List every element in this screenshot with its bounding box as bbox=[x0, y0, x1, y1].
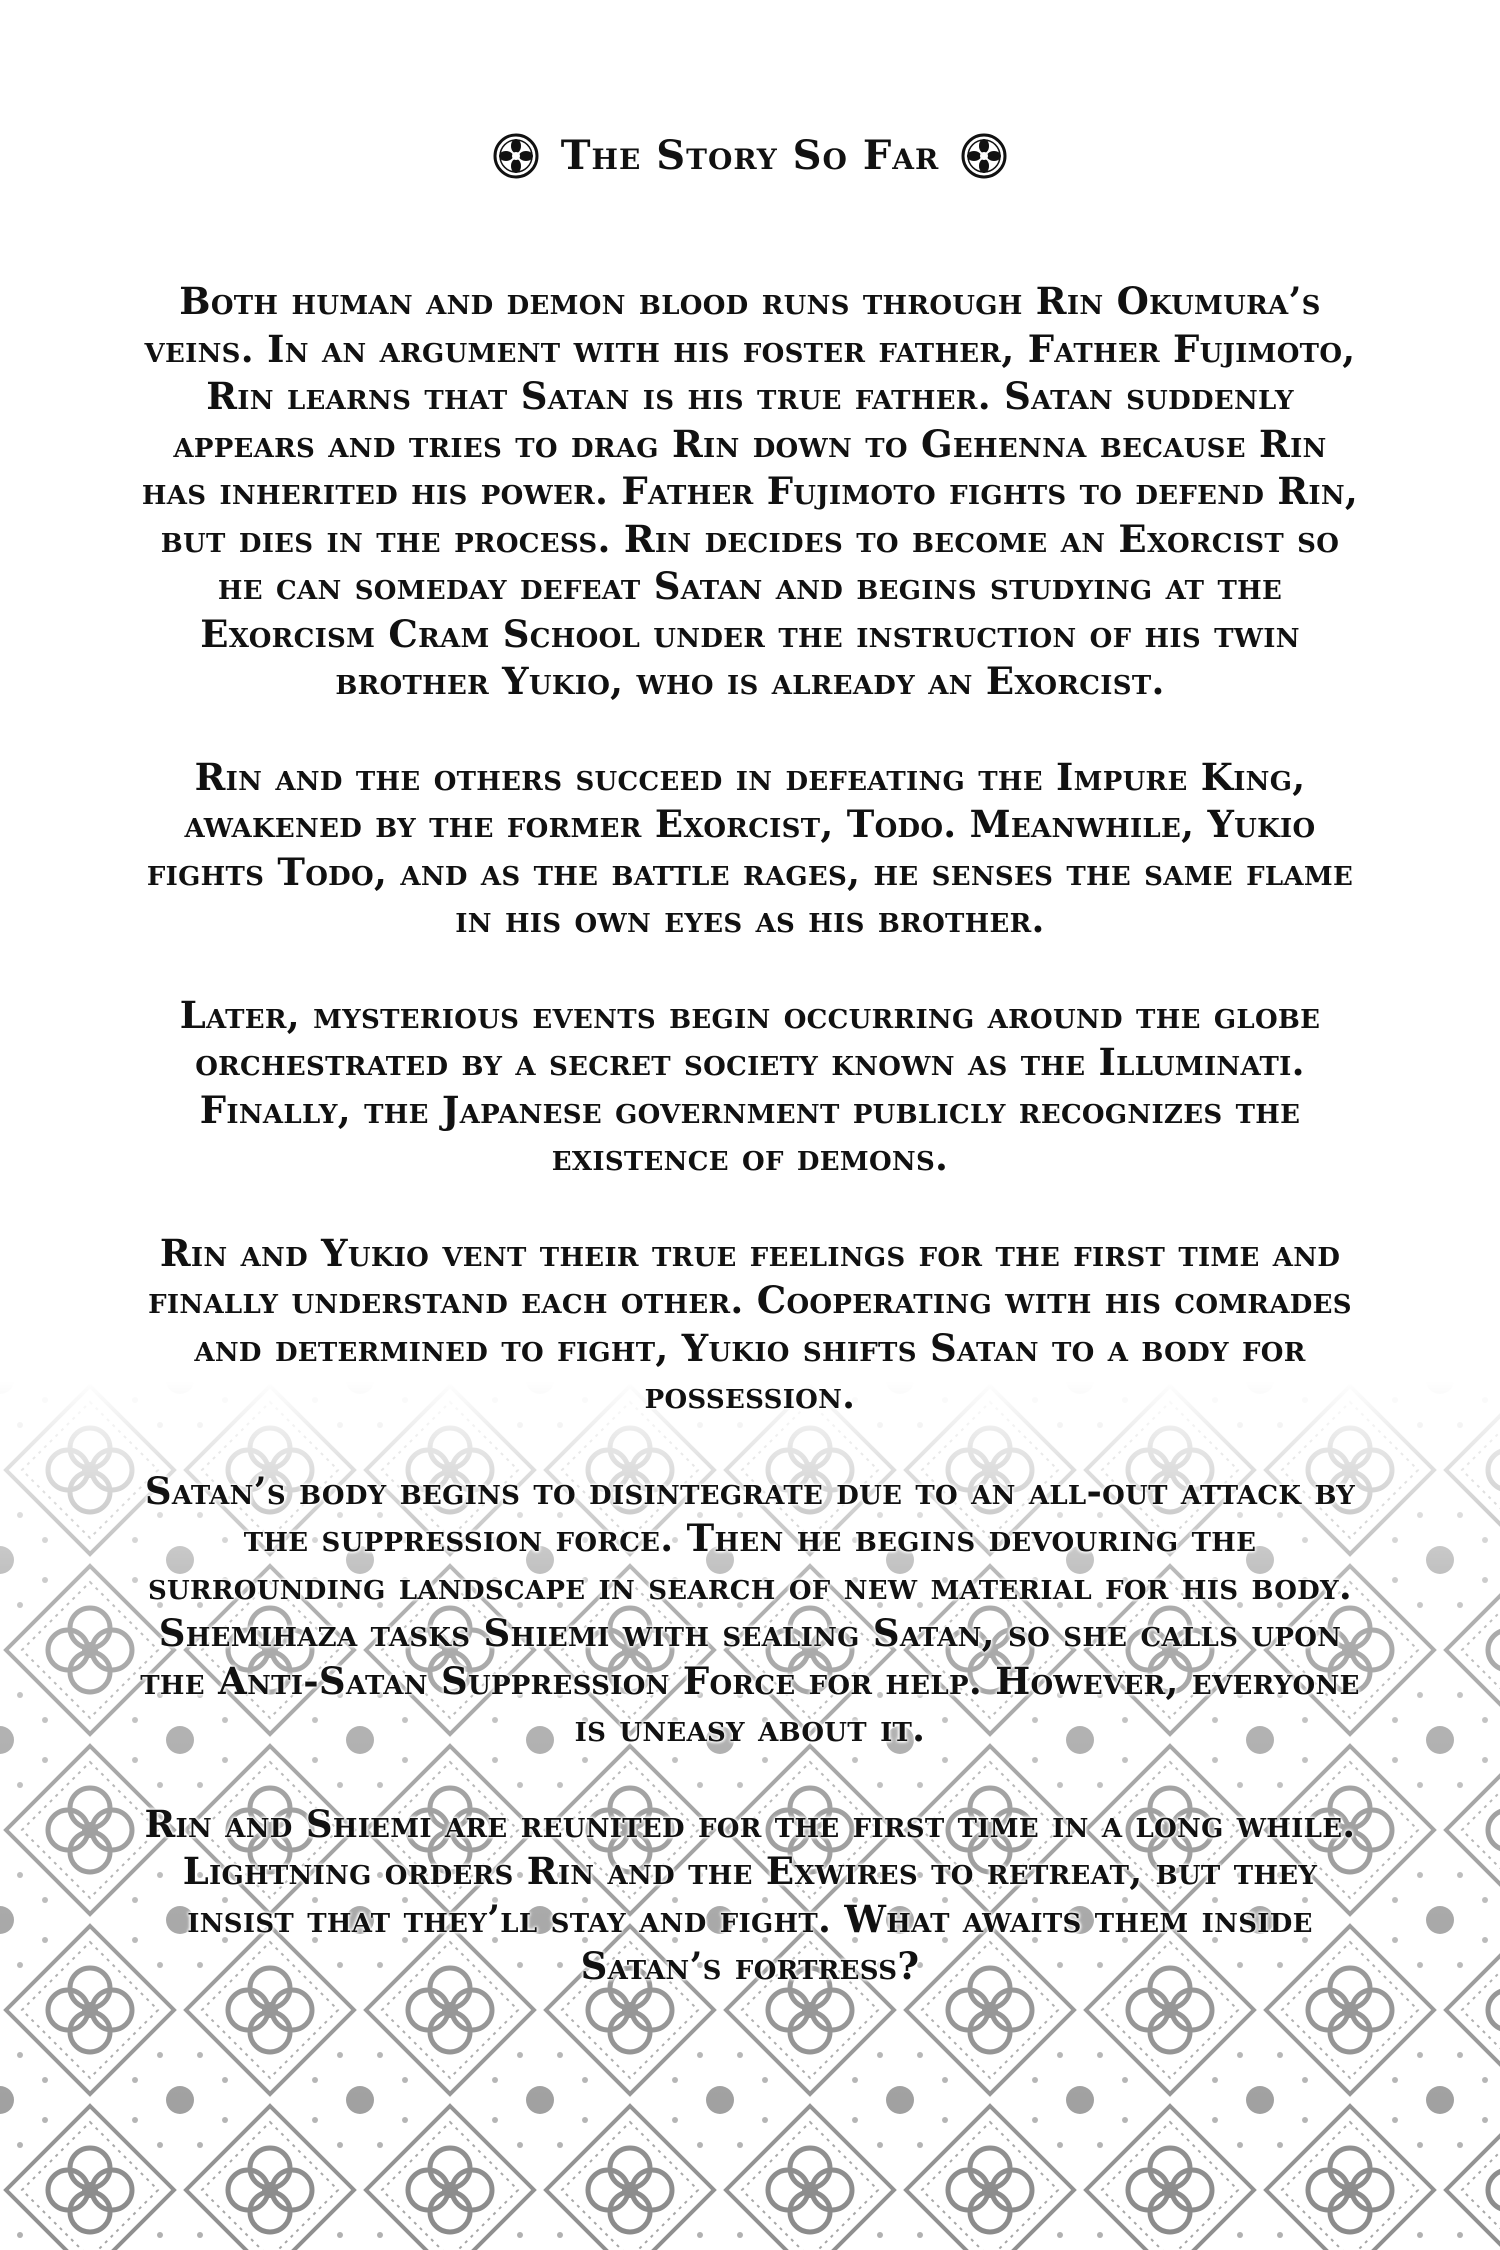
story-paragraph-3: Later, mysterious events begin occurring around the globe orchestrated by a secret society known as the Illuminati. Finally, the Japanese government publicly recognizes the existence of demons. bbox=[179, 992, 1321, 1179]
story-paragraph-2: Rin and the others succeed in defeating the Impure King, awakened by the former Exorcist, Todo. Meanwhile, Yukio fights Todo, and as the battle rages, he senses the same flame in his own eyes as his brother. bbox=[146, 754, 1354, 941]
story-text bbox=[140, 278, 1360, 2039]
story-paragraph-6: Rin and Shiemi are reunited for the first time in a long while. Lightning orders Rin and the Exwires to retreat, but they insist that they’ll stay and fight. What awaits them inside Satan’s fortress? bbox=[144, 1801, 1356, 1988]
page-title: The Story So Far bbox=[560, 132, 940, 179]
rosette-icon-right bbox=[961, 133, 1007, 179]
story-paragraph-4: Rin and Yukio vent their true feelings for the first time and finally understand each other. Cooperating with his comrades and determined to fight, Yukio shifts Satan to a body for possession. bbox=[148, 1230, 1352, 1417]
story-paragraph-1: Both human and demon blood runs through Rin Okumura’s veins. In an argument with his foster father, Father Fujimoto, Rin learns that Satan is his true father. Satan suddenly appears and tries to drag Rin down to Gehenna because Rin has inherited his power. Father Fujimoto fights to defend Rin, but dies in the process. Rin decides to become an Exorcist so he can someday defeat Satan and begins studying at the Exorcism Cram School under the instruction of his twin brother Yukio, who is already an Exorcist. bbox=[141, 279, 1359, 703]
story-paragraph-5: Satan’s body begins to disintegrate due to an all-out attack by the suppression force. Then he begins devouring the surrounding landscape in search of new material for his body. Shemihaza tasks Shiemi with sealing Satan, so she calls upon the Anti-Satan Suppression Force for help. However, everyone is uneasy about it. bbox=[140, 1468, 1360, 1750]
title-row bbox=[0, 132, 1500, 179]
rosette-icon-left bbox=[493, 133, 539, 179]
